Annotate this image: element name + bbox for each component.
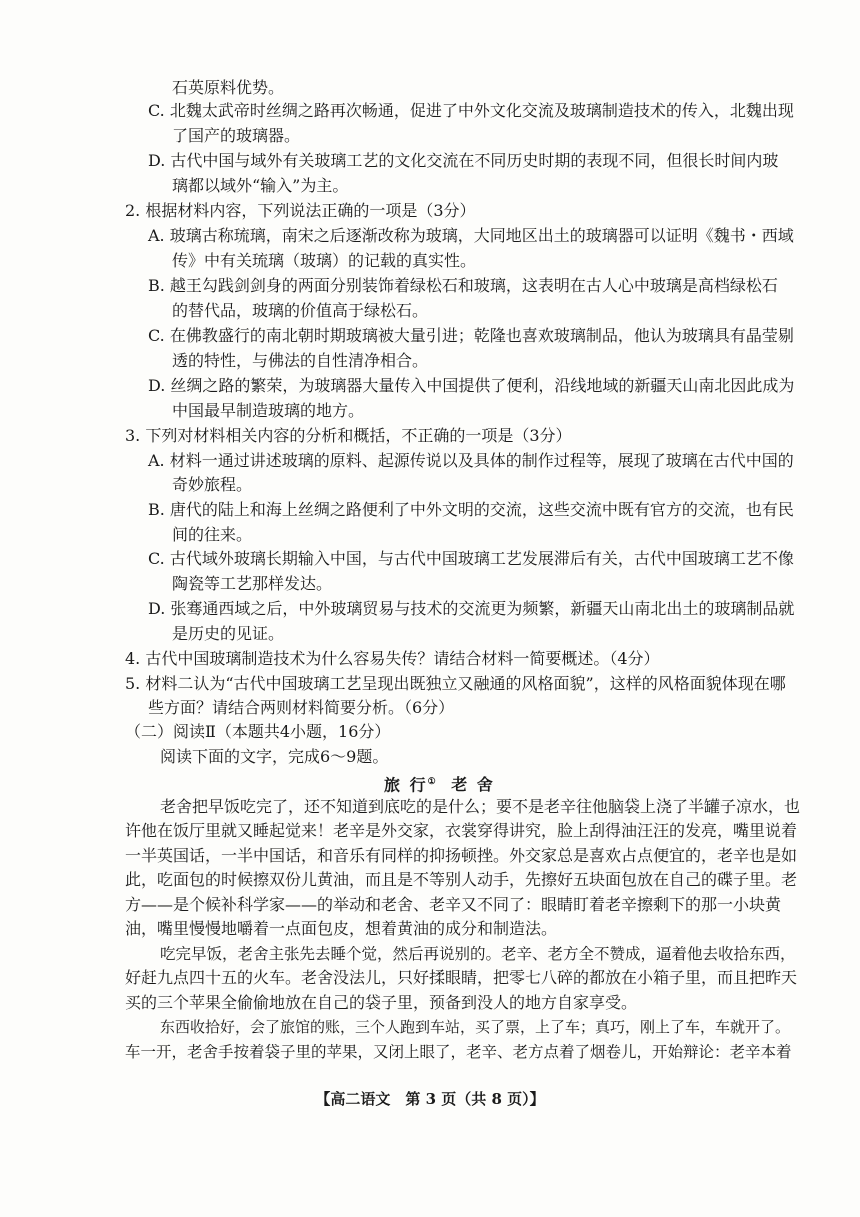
text-line: 透的特性，与佛法的自性清净相合。 (172, 351, 429, 370)
text-line: B. 越王勾践剑剑身的两面分别装饰着绿松石和玻璃，这表明在古人心中玻璃是高档绿松石 (148, 276, 778, 295)
text-line: D. 张骞通西域之后，中外玻璃贸易与技术的交流更为频繁，新疆天山南北出土的玻璃制品就 (148, 599, 795, 618)
passage-line: 方——是个候补科学家——的举动和老舍、老辛又不同了：眼睛盯着老辛擦剩下的那一小块黄 (125, 895, 782, 914)
text-line: C. 在佛教盛行的南北朝时期玻璃被大量引进；乾隆也喜欢玻璃制品，他认为玻璃具有晶莹剔 (148, 326, 794, 345)
article-author: 老 舍 (451, 775, 495, 795)
instruction-line: 阅读下面的文字，完成6～9题。 (160, 747, 389, 766)
text-line: A. 材料一通过讲述玻璃的原料、起源传说以及具体的制作过程等，展现了玻璃在古代中国的 (148, 451, 794, 470)
text-line: 中国最早制造玻璃的地方。 (172, 401, 365, 420)
section-heading: （二）阅读Ⅱ（本题共4小题，16分） (125, 722, 391, 741)
question-3: 3. 下列对材料相关内容的分析和概括，不正确的一项是（3分） (125, 426, 572, 445)
text-line: 些方面？请结合两则材料简要分析。（6分） (148, 698, 455, 717)
passage-line: 东西收拾好，会了旅馆的账，三个人跑到车站，买了票，上了车；真巧，刚上了车，车就开了。 (160, 1018, 791, 1036)
passage-line: 此，吃面包的时候擦双份儿黄油，而且是不等别人动手，先擦好五块面包放在自己的碟子里。老 (125, 870, 798, 889)
text-line: C. 古代域外玻璃长期输入中国，与古代中国玻璃工艺发展滞后有关，古代中国玻璃工艺不像 (148, 549, 794, 568)
text-line: 是历史的见证。 (172, 624, 285, 643)
text-line: 了国产的玻璃器。 (172, 126, 301, 145)
text-line: 传》中有关琉璃（玻璃）的记载的真实性。 (172, 251, 477, 270)
text-line: D. 丝绸之路的繁荣，为玻璃器大量传入中国提供了便利，沿线地域的新疆天山南北因此成为 (148, 376, 795, 395)
passage-line: 老舍把早饭吃完了，还不知道到底吃的是什么；要不是老辛往他脑袋上浇了半罐子凉水，也 (160, 797, 801, 816)
text-line: B. 唐代的陆上和海上丝绸之路便利了中外文明的交流，这些交流中既有官方的交流，也有民 (148, 500, 794, 519)
passage-line: 油，嘴里慢慢地嚼着一点面包皮，想着黄油的成分和制造法。 (125, 919, 558, 938)
passage-line: 一半英国话，一半中国话，和音乐有同样的抑扬顿挫。外交家总是喜欢占点便宜的，老辛也是如 (125, 846, 798, 865)
text-line: 间的往来。 (172, 525, 253, 544)
text-line: 璃都以域外“输入”为主。 (172, 176, 349, 195)
passage-line: 好赶九点四十五的火车。老舍没法儿，只好揉眼睛，把零七八碎的都放在小箱子里，而且把昨天 (125, 968, 798, 987)
passage-line: 许他在饭厅里就又睡起觉来！老辛是外交家，衣裳穿得讲究，脸上刮得油汪汪的发亮，嘴里说着 (125, 821, 798, 840)
text-line: A. 玻璃古称琉璃，南宋之后逐渐改称为玻璃，大同地区出土的玻璃器可以证明《魏书・西域 (148, 226, 794, 245)
passage-line: 吃完早饭，老舍主张先去睡个觉，然后再说别的。老辛、老方全不赞成，逼着他去收拾东西， (160, 945, 796, 963)
article-title-text: 旅 行 (384, 775, 428, 795)
question-5: 5. 材料二认为“古代中国玻璃工艺呈现出既独立又融通的风格面貌”，这样的风格面貌体现在哪 (125, 674, 786, 693)
page-footer: 【高二语文 第 3 页（共 8 页）】 (315, 1090, 545, 1108)
footnote-mark: ① (427, 777, 438, 787)
text-line: 石英原料优势。 (172, 78, 285, 97)
question-4: 4. 古代中国玻璃制造技术为什么容易失传？请结合材料一简要概述。（4分） (125, 649, 660, 668)
passage-line: 买的三个苹果全偷偷地放在自己的袋子里，预备到没人的地方自家享受。 (125, 993, 638, 1012)
text-line: C. 北魏太武帝时丝绸之路再次畅通，促进了中外文化交流及玻璃制造技术的传入，北魏出现 (148, 101, 794, 120)
text-line: 陶瓷等工艺那样发达。 (172, 574, 333, 593)
text-line: D. 古代中国与域外有关玻璃工艺的文化交流在不同历史时期的表现不同，但很长时间内玻 (148, 151, 779, 170)
passage-line: 车一开，老舍手按着袋子里的苹果，又闭上眼了，老辛、老方点着了烟卷儿，开始辩论：老辛本着 (125, 1043, 792, 1061)
question-2: 2. 根据材料内容，下列说法正确的一项是（3分） (125, 201, 476, 220)
text-line: 的替代品，玻璃的价值高于绿松石。 (172, 301, 429, 320)
text-line: 奇妙旅程。 (172, 475, 253, 494)
article-title (384, 771, 495, 796)
